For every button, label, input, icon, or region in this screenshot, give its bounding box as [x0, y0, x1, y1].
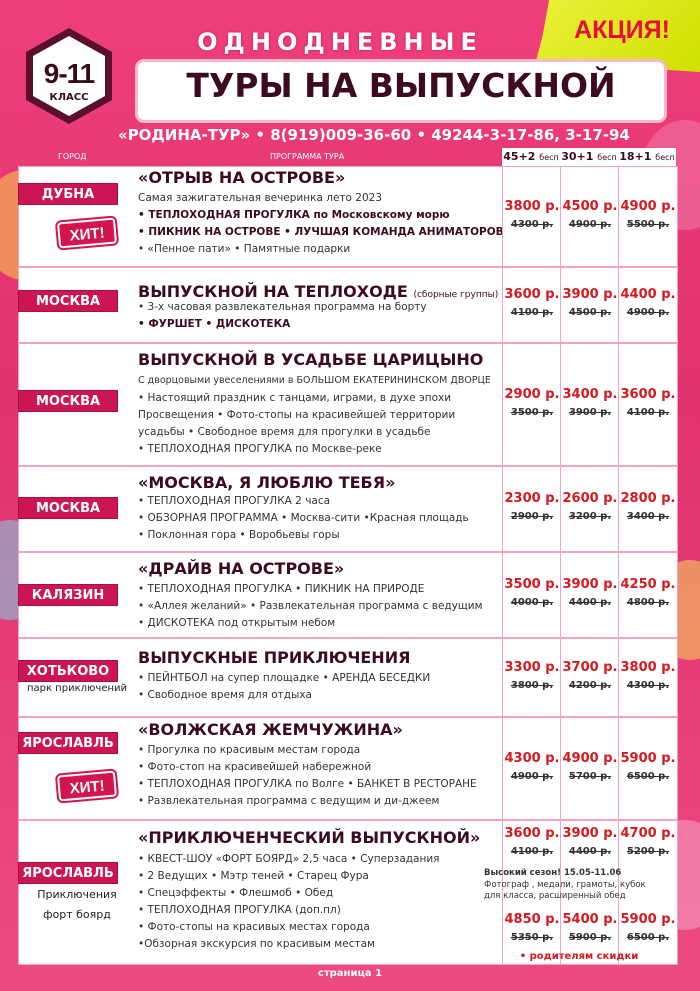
tour-detail: • ПЕЙНТБОЛ на супер площадке • АРЕНДА БЕСЕДКИ: [138, 672, 431, 684]
price-cell: [502, 267, 560, 343]
tour-detail: • 2 Ведущих • Мэтр теней • Старец Фура: [138, 870, 369, 882]
city-sublabel: форт боярд: [43, 908, 111, 921]
price-cell: [560, 552, 618, 638]
price-cell: [618, 638, 676, 717]
hit-badge: ХИТ!: [57, 771, 117, 802]
tour-detail: С дворцовыми увеселениями в БОЛЬШОМ ЕКАТЕРИНИНСКОМ ДВОРЦЕ: [138, 375, 491, 386]
price-cell: [618, 552, 676, 638]
price-current: 2800 р.: [620, 491, 676, 506]
price-current: 4700 р.: [620, 826, 676, 841]
tour-detail: • КВЕСТ-ШОУ «ФОРТ БОЯРД» 2,5 часа • Суперзадания: [138, 853, 440, 865]
tour-detail: • ТЕПЛОХОДНАЯ ПРОГУЛКА (доп.пл): [138, 904, 341, 916]
price-old-high-season: 5900 р.: [568, 932, 612, 943]
tour-name-text: ВЫПУСКНОЙ НА ТЕПЛОХОДЕ: [138, 282, 408, 301]
price-current: 5900 р.: [620, 751, 676, 766]
price-current-high-season: 5900 р.: [620, 912, 676, 927]
price-old: 5700 р.: [568, 771, 612, 782]
price-current: 4250 р.: [620, 577, 676, 592]
tour-name-note: (сборные группы): [413, 290, 499, 300]
price-cell: [502, 552, 560, 638]
price-current: 3900 р.: [562, 826, 618, 841]
price-old-high-season: 6500 р.: [626, 932, 670, 943]
column-price2-header: [560, 148, 618, 166]
tour-detail: • ТЕПЛОХОДНАЯ ПРОГУЛКА по Москве-реке: [138, 443, 382, 455]
grade-number: 9-11: [43, 58, 95, 89]
tour-detail: • Спецэффекты • Флешмоб • Обед: [138, 887, 334, 899]
tour-detail: • ТЕПЛОХОДНАЯ ПРОГУЛКА по Московскому морю: [138, 209, 450, 221]
price-old: 4900 р.: [568, 219, 612, 230]
price-old: 2900 р.: [510, 511, 554, 522]
contact-line: «РОДИНА-ТУР» • 8(919)009-36-60 • 49244-3-17-86, 3-17-94: [118, 126, 630, 144]
price-old: 3900 р.: [568, 407, 612, 418]
price-current: 3500 р.: [504, 577, 560, 592]
price2-label: 30+1: [561, 150, 594, 163]
besp-label: бесп: [539, 153, 559, 162]
tour-detail: • «Пенное пати» • Памятные подарки: [138, 243, 351, 255]
tour-detail: • Развлекательная программа с ведущим и ди-джеем: [138, 795, 440, 807]
price-current: 3400 р.: [562, 387, 618, 402]
price-current: 3800 р.: [504, 199, 560, 214]
tour-detail: Самая зажигательная вечеринка лето 2023: [138, 192, 383, 204]
tour-detail: Просвещения • Фото-стопы на красивейшей территории: [138, 409, 456, 421]
tour-detail: • Прогулка по красивым местам города: [138, 744, 361, 756]
tour-name: «ДРАЙВ НА ОСТРОВЕ»: [138, 559, 345, 578]
column-program-header: ПРОГРАММА ТУРА: [270, 152, 345, 161]
price-old: 5200 р.: [626, 846, 670, 857]
tour-detail: • ТЕПЛОХОДНАЯ ПРОГУЛКА по Волге • БАНКЕТ В РЕСТОРАНЕ: [138, 778, 477, 790]
price-old: 3400 р.: [626, 511, 670, 522]
price-old: 3800 р.: [510, 680, 554, 691]
price-old: 4900 р.: [626, 307, 670, 318]
tour-name: [138, 282, 498, 301]
price-old: 4100 р.: [626, 407, 670, 418]
city-label: ХОТЬКОВО: [18, 660, 118, 682]
column-price3-header: [618, 148, 676, 166]
promo-sticker-text: АКЦИЯ!: [574, 16, 670, 44]
tour-detail: • ОБЗОРНАЯ ПРОГРАММА • Москва-сити •Красная площадь: [138, 512, 469, 524]
price-old: 4800 р.: [626, 597, 670, 608]
tour-detail: • Свободное время для отдыха: [138, 689, 312, 701]
tour-detail: • 3-х часовая развлекательная программа на борту: [138, 301, 427, 313]
hit-badge: ХИТ!: [57, 218, 117, 249]
tour-detail: • ТЕПЛОХОДНАЯ ПРОГУЛКА • ПИКНИК НА ПРИРОДЕ: [138, 583, 425, 595]
besp-label: бесп: [655, 153, 675, 162]
city-sublabel: парк приключений: [26, 683, 128, 694]
price-old: 4400 р.: [568, 846, 612, 857]
city-label: ЯРОСЛАВЛЬ: [18, 862, 118, 884]
price-old: 3500 р.: [510, 407, 554, 418]
tour-detail: • ДИСКОТЕКА под открытым небом: [138, 617, 336, 629]
header-top-text: ОДНОДНЕВНЫЕ: [197, 28, 483, 56]
price-cell: [618, 166, 676, 267]
city-label: ДУБНА: [18, 183, 118, 205]
page-title: ТУРЫ НА ВЫПУСКНОЙ: [186, 66, 616, 105]
price-current-high-season: 4850 р.: [504, 912, 560, 927]
tour-name: ВЫПУСКНЫЕ ПРИКЛЮЧЕНИЯ: [138, 648, 411, 667]
price-current: 2300 р.: [504, 491, 560, 506]
price-cell: [560, 638, 618, 717]
price-current: 3900 р.: [562, 577, 618, 592]
price-cell: [560, 717, 618, 820]
price1-label: 45+2: [503, 150, 536, 163]
price-current: 3900 р.: [562, 287, 618, 302]
tour-detail: • ТЕПЛОХОДНАЯ ПРОГУЛКА 2 часа: [138, 495, 331, 507]
tour-detail: • Поклонная гора • Воробьевы горы: [138, 529, 340, 541]
price-current: 2600 р.: [562, 491, 618, 506]
price-old: 4300 р.: [510, 219, 554, 230]
price-old: 4400 р.: [568, 597, 612, 608]
price-cell: [560, 466, 618, 552]
tour-name: ВЫПУСКНОЙ В УСАДЬБЕ ЦАРИЦЫНО: [138, 350, 484, 369]
column-price1-header: [502, 148, 560, 166]
price-current-high-season: 5400 р.: [562, 912, 618, 927]
price-current: 3600 р.: [504, 826, 560, 841]
tour-name: «ВОЛЖСКАЯ ЖЕМЧУЖИНА»: [138, 720, 403, 739]
price-cell: [502, 166, 560, 267]
price-current: 2900 р.: [504, 387, 560, 402]
price-cell: [502, 343, 560, 466]
price-old: 4300 р.: [626, 680, 670, 691]
city-label: МОСКВА: [18, 390, 118, 412]
price-current: 3300 р.: [504, 660, 560, 675]
besp-label: бесп: [597, 153, 617, 162]
price-current: 4400 р.: [620, 287, 676, 302]
header: [0, 0, 700, 160]
city-sublabel: Приключения: [37, 888, 117, 901]
city-label: МОСКВА: [18, 497, 118, 519]
price-current: 4500 р.: [562, 199, 618, 214]
price-current: 3600 р.: [620, 387, 676, 402]
price-cell: [560, 166, 618, 267]
price-cell: [618, 343, 676, 466]
tour-detail: • Фото-стопы на красивых местах города: [138, 921, 370, 933]
season-title: Высокий сезон! 15.05-11.06: [484, 868, 622, 878]
discount-note: • родителям скидки: [519, 951, 639, 962]
tour-detail: • Настоящий праздник с танцами, играми, в духе эпохи: [138, 392, 452, 404]
tour-detail: • Фото-стоп на красивейшей набережной: [138, 761, 372, 773]
price-cell: [560, 267, 618, 343]
tour-name: «ПРИКЛЮЧЕНЧЕСКИЙ ВЫПУСКНОЙ»: [138, 828, 481, 847]
price-current: 3800 р.: [620, 660, 676, 675]
tour-detail: • «Аллея желаний» • Развлекательная программа с ведущим: [138, 600, 483, 612]
price-cell: [618, 466, 676, 552]
price-old: 4900 р.: [510, 771, 554, 782]
price-old: 4200 р.: [568, 680, 612, 691]
price-cell: [618, 717, 676, 820]
season-note: Фотограф , медали, грамоты, кубок для класса, расширенный обед: [484, 880, 646, 901]
page-number: страница 1: [317, 968, 383, 979]
price-old: 5500 р.: [626, 219, 670, 230]
column-city-header: ГОРОД: [58, 152, 87, 161]
price-cell: [502, 466, 560, 552]
price-cell: [502, 638, 560, 717]
price-old-high-season: 5350 р.: [510, 932, 554, 943]
price-current: 3600 р.: [504, 287, 560, 302]
price-cell: [502, 717, 560, 820]
tour-name: «ОТРЫВ НА ОСТРОВЕ»: [138, 168, 346, 187]
price-cell: [618, 267, 676, 343]
tour-detail: усадьбы • Свободное время для прогулки в усадьбе: [138, 426, 431, 438]
price-old: 4500 р.: [568, 307, 612, 318]
price-old: 6500 р.: [626, 771, 670, 782]
price-cell: [560, 343, 618, 466]
price3-label: 18+1: [619, 150, 652, 163]
tour-name: «МОСКВА, Я ЛЮБЛЮ ТЕБЯ»: [138, 473, 396, 492]
price-current: 3700 р.: [562, 660, 618, 675]
city-label: МОСКВА: [18, 290, 118, 312]
price-old: 4100 р.: [510, 307, 554, 318]
grade-label: КЛАСС: [49, 92, 89, 103]
tour-detail: • ПИКНИК НА ОСТРОВЕ • ЛУЧШАЯ КОМАНДА АНИМАТОРОВ: [138, 226, 504, 238]
price-current: 4900 р.: [562, 751, 618, 766]
price-current: 4900 р.: [620, 199, 676, 214]
tour-detail: •Обзорная экскурсия по красивым местам: [138, 938, 375, 950]
price-current: 4300 р.: [504, 751, 560, 766]
price-old: 3200 р.: [568, 511, 612, 522]
city-label: КАЛЯЗИН: [18, 584, 118, 606]
tour-detail: • ФУРШЕТ • ДИСКОТЕКА: [138, 318, 291, 330]
price-old: 4100 р.: [510, 846, 554, 857]
city-label: ЯРОСЛАВЛЬ: [18, 732, 118, 754]
price-old: 4000 р.: [510, 597, 554, 608]
